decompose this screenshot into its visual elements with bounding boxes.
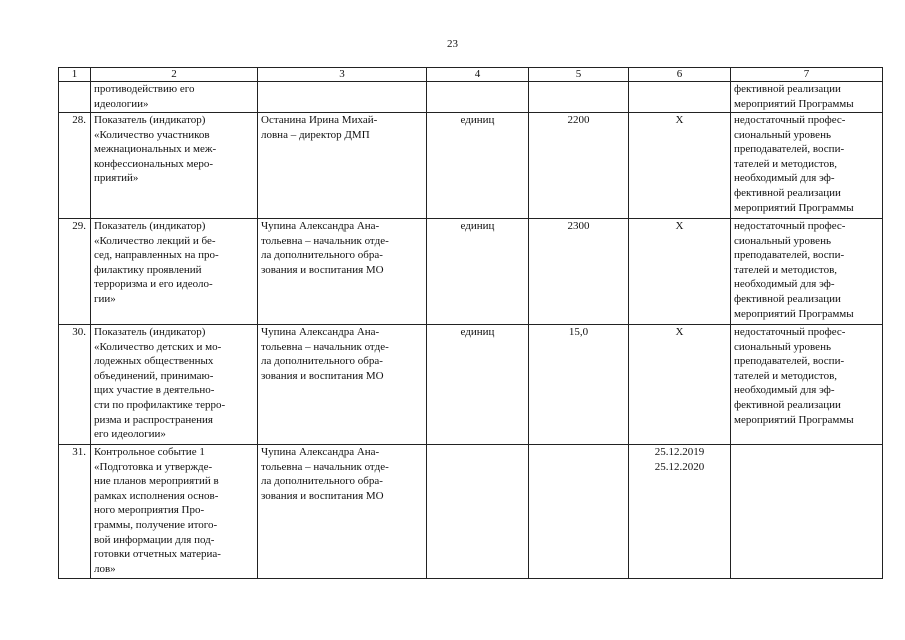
indicator-cell: Показатель (индикатор) «Количество лекций и бе- сед, направленных на про- филактику проявлений терроризма и его идеоло- гии»	[91, 219, 258, 325]
value-cell	[529, 82, 629, 113]
row-number-cell: 30.	[59, 325, 91, 445]
table-row	[59, 325, 883, 445]
indicator-cell: Показатель (индикатор) «Количество участников межнациональных и меж- конфессиональных меро- приятий»	[91, 113, 258, 219]
column-header: 2	[91, 68, 258, 82]
date-cell: X	[629, 113, 731, 219]
row-number-cell	[59, 82, 91, 113]
column-header: 1	[59, 68, 91, 82]
indicator-cell: противодействию его идеологии»	[91, 82, 258, 113]
date-cell: X	[629, 325, 731, 445]
risk-cell	[731, 445, 883, 579]
row-number-cell: 29.	[59, 219, 91, 325]
responsible-cell: Чупина Александра Ана- тольевна – начальник отде- ла дополнительного обра- зования и воспитания МО	[258, 219, 427, 325]
unit-cell: единиц	[427, 219, 529, 325]
responsible-cell: Останина Ирина Михай- ловна – директор ДМП	[258, 113, 427, 219]
unit-cell	[427, 445, 529, 579]
table-row	[59, 219, 883, 325]
risk-cell: недостаточный профес- сиональный уровень преподавателей, воспи- тателей и методистов, необходимый для эф- фективной реализации мероприятий Программы	[731, 113, 883, 219]
value-cell	[529, 445, 629, 579]
value-cell: 2300	[529, 219, 629, 325]
unit-cell: единиц	[427, 325, 529, 445]
page-number: 23	[447, 38, 458, 50]
row-number-cell: 31.	[59, 445, 91, 579]
column-header: 3	[258, 68, 427, 82]
value-cell: 15,0	[529, 325, 629, 445]
responsible-cell: Чупина Александра Ана- тольевна – начальник отде- ла дополнительного обра- зования и воспитания МО	[258, 325, 427, 445]
unit-cell: единиц	[427, 113, 529, 219]
responsible-cell: Чупина Александра Ана- тольевна – начальник отде- ла дополнительного обра- зования и воспитания МО	[258, 445, 427, 579]
indicators-table	[58, 67, 883, 579]
table-header-row	[59, 68, 883, 82]
table-row	[59, 82, 883, 113]
date-cell: X	[629, 219, 731, 325]
date-cell: 25.12.2019 25.12.2020	[629, 445, 731, 579]
table-row	[59, 445, 883, 579]
column-header: 6	[629, 68, 731, 82]
table-row	[59, 113, 883, 219]
column-header: 4	[427, 68, 529, 82]
row-number-cell: 28.	[59, 113, 91, 219]
unit-cell	[427, 82, 529, 113]
risk-cell: фективной реализации мероприятий Программы	[731, 82, 883, 113]
column-header: 7	[731, 68, 883, 82]
column-header: 5	[529, 68, 629, 82]
risk-cell: недостаточный профес- сиональный уровень преподавателей, воспи- тателей и методистов, необходимый для эф- фективной реализации мероприятий Программы	[731, 325, 883, 445]
responsible-cell	[258, 82, 427, 113]
date-cell	[629, 82, 731, 113]
value-cell: 2200	[529, 113, 629, 219]
indicator-cell: Контрольное событие 1 «Подготовка и утвержде- ние планов мероприятий в рамках исполнения основ- ного мероприятия Про- граммы, получение итого- вой информации для под- готовки отчетных материа- лов»	[91, 445, 258, 579]
indicator-cell: Показатель (индикатор) «Количество детских и мо- лодежных общественных объединений, принимаю- щих участие в деятельно- сти по профилактике терро- ризма и распространения его идеологии»	[91, 325, 258, 445]
risk-cell: недостаточный профес- сиональный уровень преподавателей, воспи- тателей и методистов, необходимый для эф- фективной реализации мероприятий Программы	[731, 219, 883, 325]
